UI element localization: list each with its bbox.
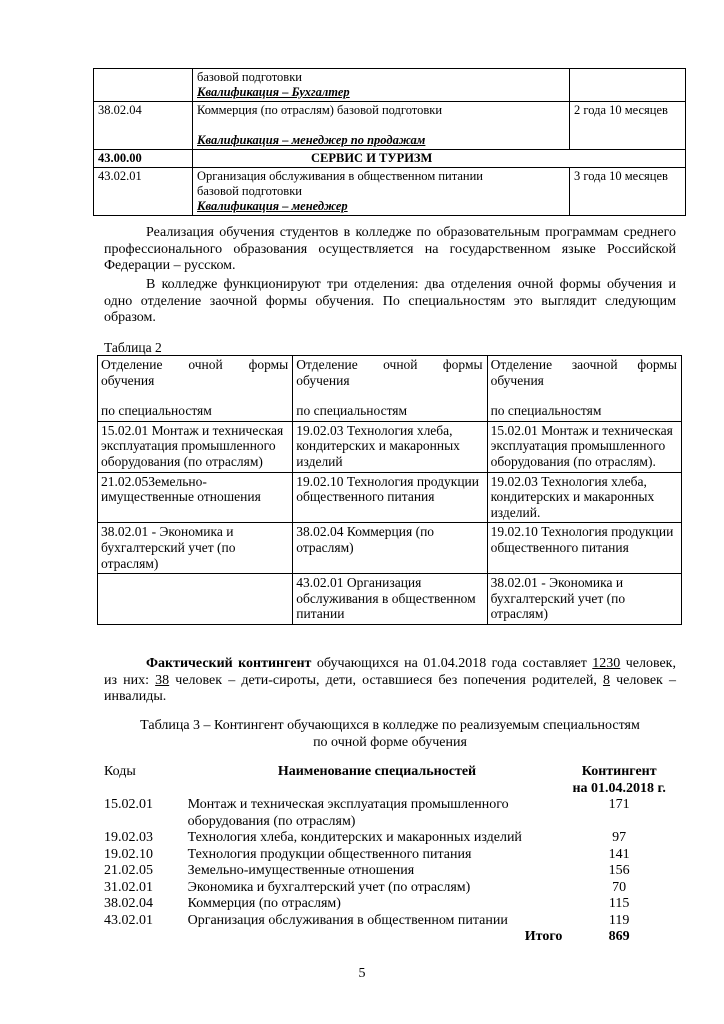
departments-table: [97, 355, 682, 625]
name-cell: Монтаж и техническая эксплуатация промышленного оборудования (по отраслям): [187, 797, 509, 829]
table-row: [104, 797, 672, 830]
table-row: [104, 913, 672, 930]
name-cell: Коммерция (по отраслям): [187, 896, 341, 911]
specialty-name: Организация обслуживания в общественном питании: [197, 169, 483, 183]
header-line: Отделение очной формы: [296, 357, 483, 372]
header-line: обучения: [296, 372, 350, 388]
name-cell: Экономика и бухгалтерский учет (по отраслям): [187, 879, 471, 895]
table-row: [104, 830, 672, 847]
code-cell: 15.02.01: [104, 797, 153, 812]
header-line: Отделение очной формы: [101, 357, 289, 372]
specialty-name: Коммерция (по отраслям) базовой подготовки: [197, 103, 443, 117]
table-row: [94, 150, 686, 168]
table-cell: 38.02.01 - Экономика и бухгалтерский учет (по отраслям): [98, 523, 293, 574]
table-cell: 15.02.01 Монтаж и техническая эксплуатация промышленного оборудования (по отраслям).: [487, 421, 681, 472]
header-line: по специальностям: [296, 403, 408, 419]
header-line: Отделение заочной формы: [490, 357, 677, 372]
header-line: на 01.04.2018 г.: [572, 780, 666, 796]
table-cell: 38.02.01 - Экономика и бухгалтерский учет (по отраслям): [487, 574, 681, 625]
table2-caption: Таблица 2: [104, 340, 162, 355]
language-paragraph: Реализация обучения студентов в колледже по образовательным программам среднего профессионального образования осуществляется на государственном языке Российской Федерации – русском.: [104, 225, 676, 273]
table-header-row: [98, 356, 682, 422]
departments-paragraph: В колледже функционируют три отделения: два отделения очной формы обучения и одно отделение заочной формы обучения. По специальностям это выглядит следующим образом.: [104, 277, 676, 325]
count-cell: 156: [608, 863, 630, 878]
code-cell: 38.02.04: [94, 102, 193, 150]
table-row: [94, 102, 686, 150]
contingent-text: человек – инвалиды.: [104, 672, 676, 704]
table-cell: 19.02.03 Технология хлеба, кондитерских и макаронных изделий: [293, 421, 487, 472]
name-cell: [193, 102, 570, 150]
contingent-total: 1230: [592, 656, 621, 671]
name-cell: [193, 69, 570, 102]
qualification: Квалификация – менеджер по продажам: [197, 133, 426, 147]
contingent-text: обучающихся на 01.04.2018 года составляет: [311, 656, 593, 671]
contingent-text: человек, из них:: [104, 656, 676, 688]
caption-line: по очной форме обучения: [313, 734, 467, 750]
table-row: [98, 421, 682, 472]
count-cell: 115: [608, 896, 630, 911]
specialty-name: базовой подготовки: [197, 70, 302, 84]
count-cell: 141: [608, 846, 630, 862]
table-row: [98, 574, 682, 625]
count-cell: 70: [612, 879, 627, 895]
table-cell: 19.02.03 Технология хлеба, кондитерских и макаронных изделий.: [487, 472, 681, 523]
caption-line: Таблица 3 – Контингент обучающихся в колледже по реализуемым специальностям: [140, 718, 640, 733]
code-cell: 19.02.03: [104, 830, 153, 845]
name-cell: Технология продукции общественного питания: [187, 846, 472, 862]
specialties-table: [93, 68, 686, 216]
table-row: [104, 880, 672, 897]
table-cell: 21.02.05Земельно-имущественные отношения: [98, 472, 293, 523]
total-value: 869: [608, 929, 630, 944]
table-row: [94, 69, 686, 102]
code-cell: 21.02.05: [104, 863, 153, 878]
table-row: [98, 472, 682, 523]
header-count: [566, 764, 672, 797]
header-cell: [293, 356, 487, 422]
specialty-name-cont: базовой подготовки: [197, 184, 302, 198]
header-cell: [98, 356, 293, 422]
qualification: Квалификация – менеджер: [197, 199, 348, 213]
code-cell: [94, 69, 193, 102]
code-cell: 43.02.01: [94, 168, 193, 216]
contingent-lead: Фактический контингент: [146, 656, 312, 671]
header-line: по специальностям: [490, 403, 602, 419]
table-cell: 19.02.10 Технология продукции общественного питания: [293, 472, 487, 523]
header-line: обучения: [101, 372, 155, 388]
header-cell: [487, 356, 681, 422]
header-line: обучения: [490, 372, 544, 388]
empty-cell: [104, 929, 188, 946]
total-label: Итого: [524, 929, 563, 944]
table-row: [104, 896, 672, 913]
code-cell: 31.02.01: [104, 879, 153, 895]
section-title: СЕРВИС И ТУРИЗМ: [193, 150, 686, 168]
table-cell: 15.02.01 Монтаж и техническая эксплуатация промышленного оборудования (по отраслям): [98, 421, 293, 472]
section-code: 43.00.00: [94, 150, 193, 168]
code-cell: 38.02.04: [104, 896, 153, 911]
name-cell: Организация обслуживания в общественном питании: [187, 912, 508, 928]
header-line: по специальностям: [101, 403, 212, 419]
count-cell: 97: [612, 830, 627, 845]
duration-cell: 3 года 10 месяцев: [570, 168, 686, 216]
qualification: Квалификация – Бухгалтер: [197, 85, 350, 99]
code-cell: 19.02.10: [104, 846, 153, 862]
table-cell: [98, 574, 293, 625]
count-cell: 119: [608, 912, 630, 928]
table-row: [104, 863, 672, 880]
table-cell: 38.02.04 Коммерция (по отраслям): [293, 523, 487, 574]
name-cell: [193, 168, 570, 216]
table-row: [94, 168, 686, 216]
code-cell: 43.02.01: [104, 912, 153, 928]
header-name: Наименование специальностей: [277, 764, 477, 779]
duration-cell: [570, 69, 686, 102]
table-header-row: [104, 764, 672, 797]
header-line: Контингент: [581, 764, 657, 779]
table3-caption: [104, 718, 676, 751]
contingent-paragraph: [104, 656, 676, 706]
duration-cell: 2 года 10 месяцев: [570, 102, 686, 150]
count-cell: 171: [608, 797, 630, 812]
table-row: [98, 523, 682, 574]
total-row: [104, 929, 672, 946]
disabled-count: 8: [602, 672, 610, 688]
name-cell: Земельно-имущественные отношения: [187, 863, 415, 878]
page-number: 5: [358, 966, 366, 981]
header-codes: Коды: [104, 764, 136, 779]
name-cell: Технология хлеба, кондитерских и макаронных изделий: [187, 830, 522, 845]
orphans-count: 38: [155, 672, 170, 688]
table-cell: 43.02.01 Организация обслуживания в общественном питании: [293, 574, 487, 625]
contingent-table: [104, 764, 672, 946]
table-row: [104, 847, 672, 864]
contingent-text: человек – дети-сироты, дети, оставшиеся без попечения родителей,: [169, 672, 603, 688]
table-cell: 19.02.10 Технология продукции общественного питания: [487, 523, 681, 574]
